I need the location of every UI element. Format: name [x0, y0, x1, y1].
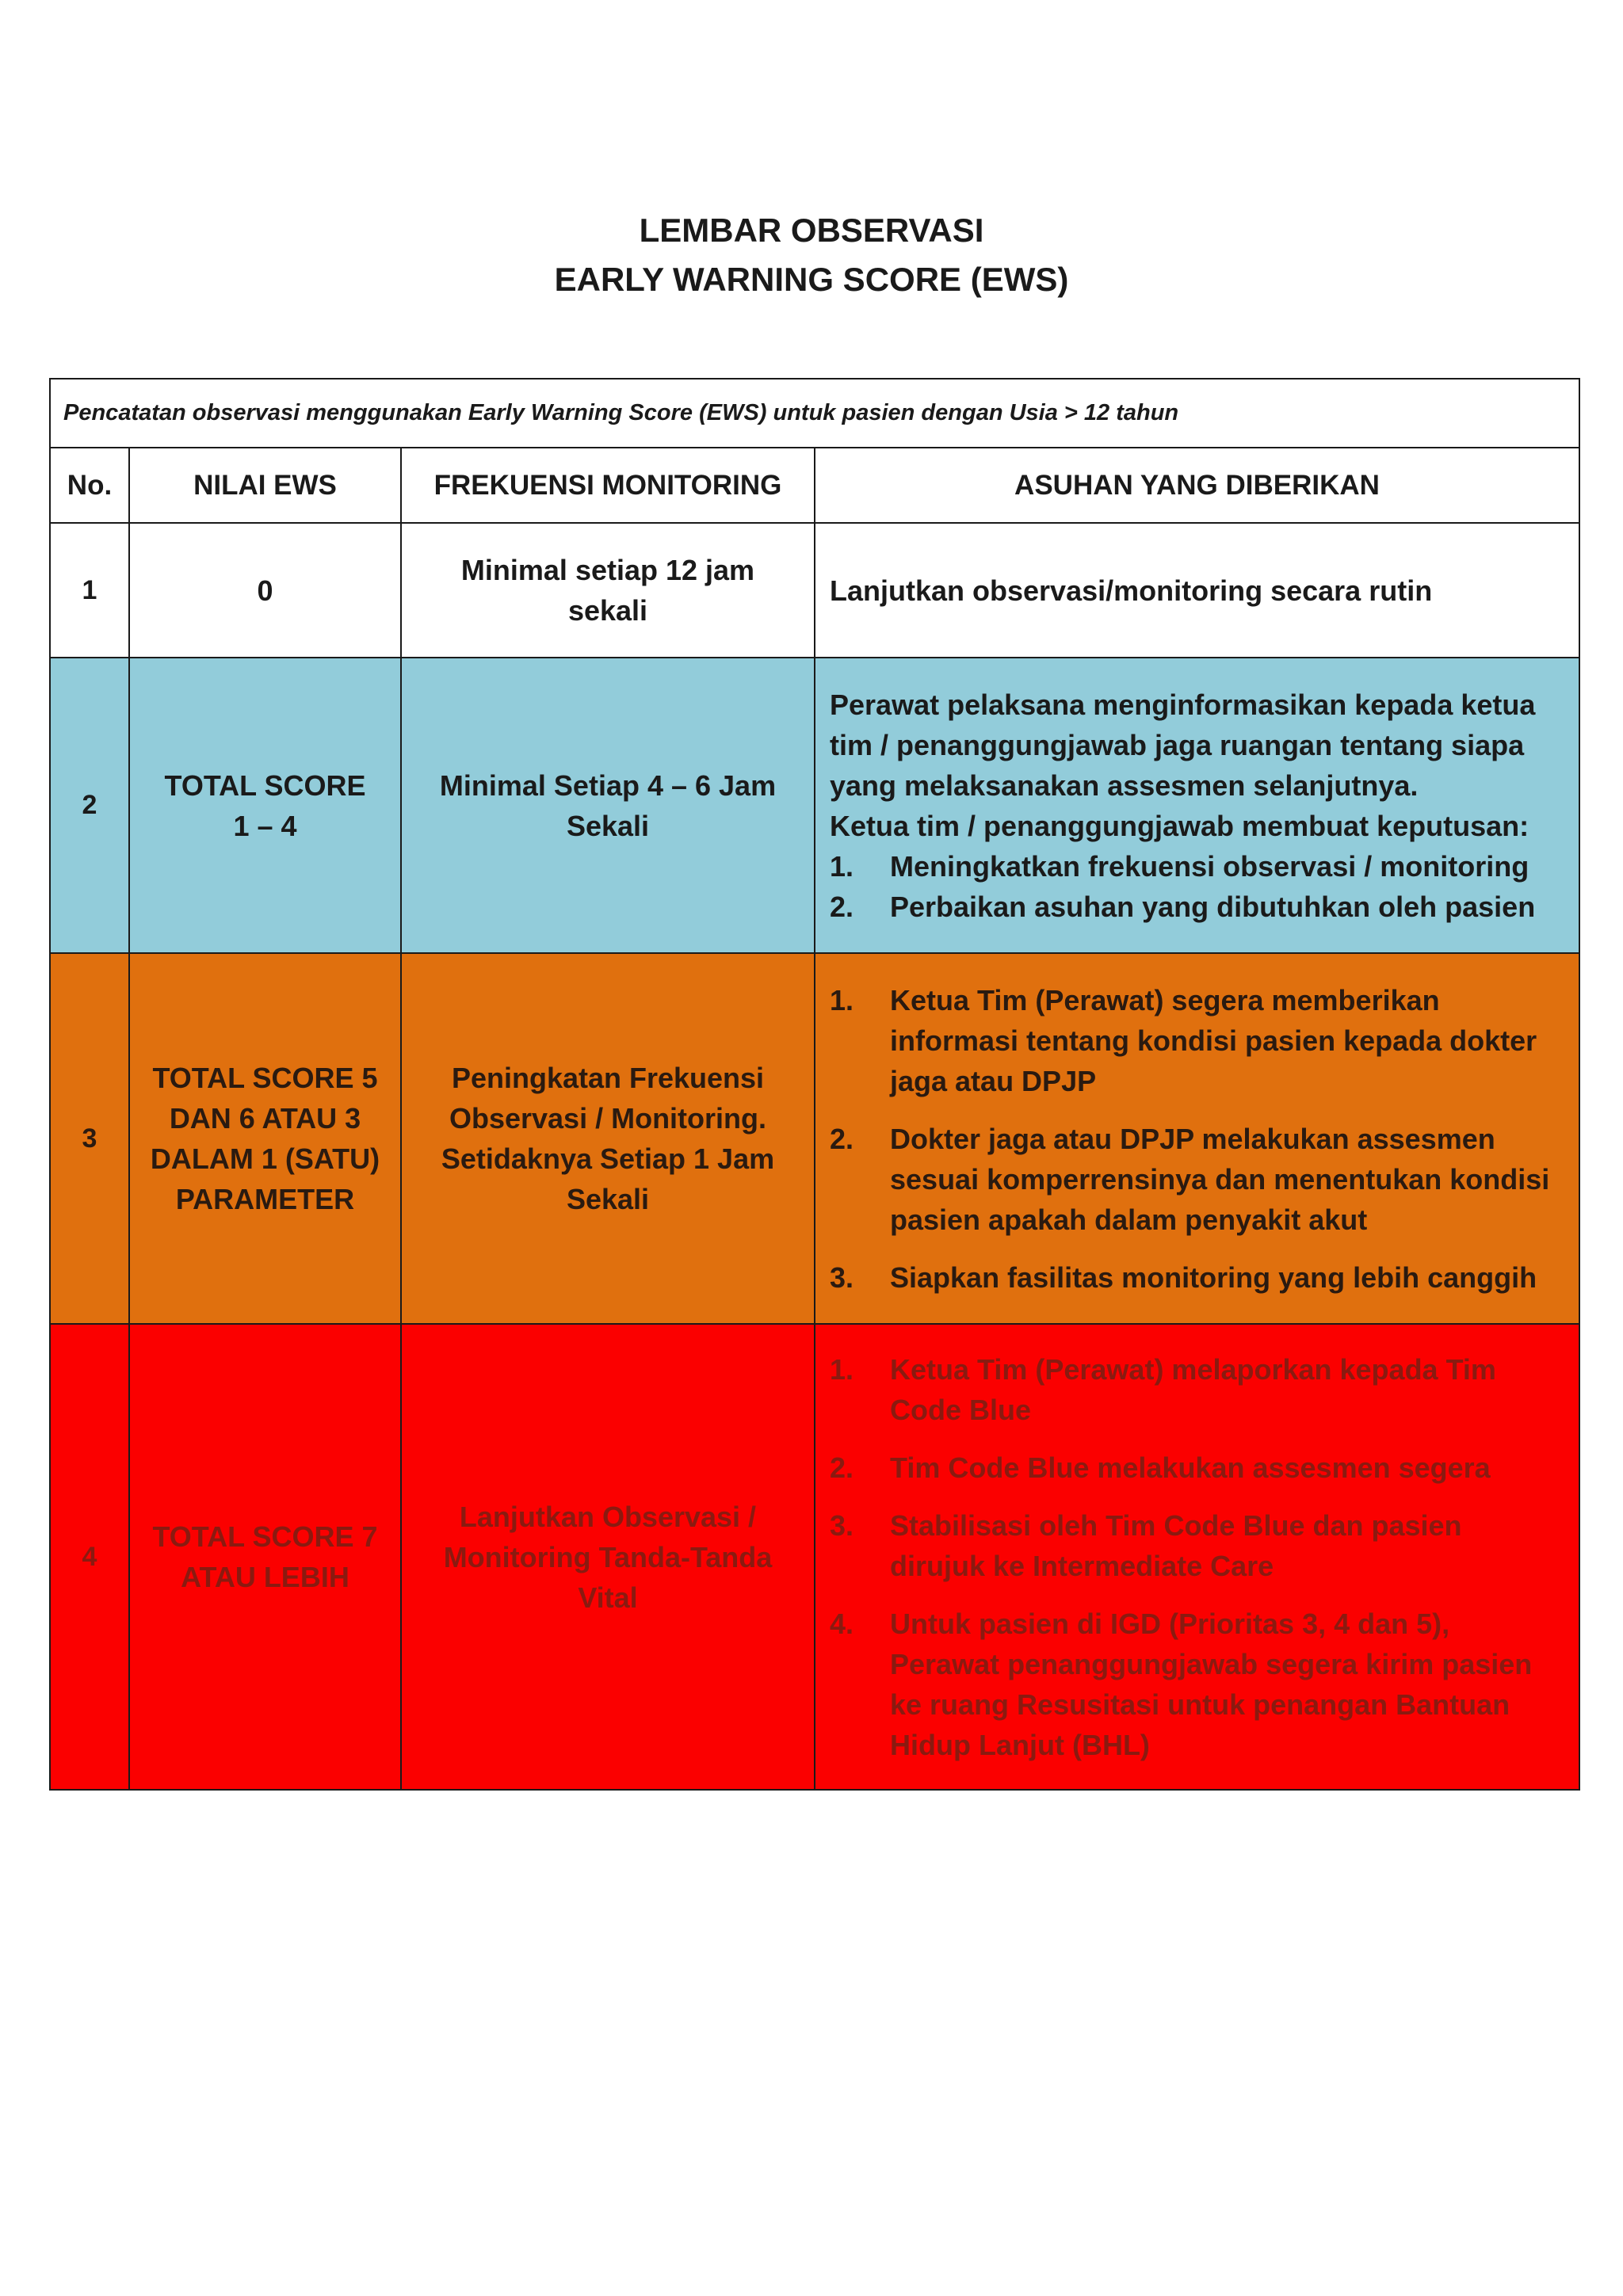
- header-nilai-ews: NILAI EWS: [129, 448, 401, 523]
- row-number: 4: [50, 1324, 129, 1790]
- asuhan: [815, 953, 1579, 1324]
- asuhan-lead: Ketua tim / penanggungjawab membuat keputusan:: [830, 809, 1529, 842]
- nilai-ews: [129, 658, 401, 953]
- header-row: [50, 448, 1579, 523]
- asuhan-list: [830, 846, 1564, 927]
- item-number: 2.: [830, 890, 854, 923]
- item-text: Siapkan fasilitas monitoring yang lebih canggih: [890, 1261, 1537, 1294]
- list-item: [830, 1119, 1564, 1240]
- list-item: [830, 1505, 1564, 1586]
- item-text: Meningkatkan frekuensi observasi / monitoring: [890, 849, 1529, 883]
- item-number: 1.: [830, 849, 854, 883]
- frekuensi-monitoring: Minimal Setiap 4 – 6 Jam Sekali: [401, 658, 815, 953]
- item-text: Untuk pasien di IGD (Prioritas 3, 4 dan 5), Perawat penanggungjawab segera kirim pasien ke ruang Resusitasi untuk penangan Bantuan Hidup Lanjut (BHL): [890, 1607, 1533, 1761]
- item-number: 3.: [830, 1261, 854, 1294]
- nilai-ews: 0: [129, 523, 401, 658]
- row-number: 2: [50, 658, 129, 953]
- table-row: [50, 523, 1579, 658]
- table-row: [50, 953, 1579, 1324]
- list-item: [830, 846, 1564, 887]
- header-no: No.: [50, 448, 129, 523]
- table-row: [50, 658, 1579, 953]
- table-note: Pencatatan observasi menggunakan Early Warning Score (EWS) untuk pasien dengan Usia > 12 tahun: [50, 379, 1579, 448]
- item-number: 1.: [830, 983, 854, 1016]
- nilai-ews: TOTAL SCORE 7 ATAU LEBIH: [129, 1324, 401, 1790]
- list-item: [830, 1349, 1564, 1430]
- asuhan: [815, 658, 1579, 953]
- frekuensi-monitoring: Lanjutkan Observasi / Monitoring Tanda-Tanda Vital: [401, 1324, 815, 1790]
- title-line-1: LEMBAR OBSERVASI: [639, 212, 984, 249]
- item-text: Ketua Tim (Perawat) melaporkan kepada Tim Code Blue: [890, 1352, 1496, 1426]
- item-text: Dokter jaga atau DPJP melakukan assesmen sesuai komperrensinya dan menentukan kondisi pasien apakah dalam penyakit akut: [890, 1122, 1550, 1236]
- list-item: [830, 980, 1564, 1101]
- nilai-ews-line-1: TOTAL SCORE: [164, 769, 366, 802]
- item-number: 2.: [830, 1122, 854, 1155]
- nilai-ews: TOTAL SCORE 5 DAN 6 ATAU 3 DALAM 1 (SATU) PARAMETER: [129, 953, 401, 1324]
- item-number: 3.: [830, 1508, 854, 1542]
- item-text: Stabilisasi oleh Tim Code Blue dan pasien dirujuk ke Intermediate Care: [890, 1508, 1462, 1582]
- list-item: [830, 1604, 1564, 1765]
- item-text: Ketua Tim (Perawat) segera memberikan informasi tentang kondisi pasien kepada dokter jaga atau DPJP: [890, 983, 1537, 1097]
- asuhan: [815, 1324, 1579, 1790]
- asuhan-intro: Perawat pelaksana menginformasikan kepada ketua tim / penanggungjawab jaga ruangan tentang siapa yang melaksanakan assesmen selanjutnya.: [830, 688, 1536, 802]
- asuhan: Lanjutkan observasi/monitoring secara rutin: [815, 523, 1579, 658]
- frekuensi-monitoring: Minimal setiap 12 jam sekali: [401, 523, 815, 658]
- item-number: 4.: [830, 1607, 854, 1640]
- list-item: [830, 887, 1564, 927]
- ews-table: [49, 378, 1580, 1791]
- note-row: [50, 379, 1579, 448]
- asuhan-list: [830, 1349, 1564, 1765]
- row-number: 1: [50, 523, 129, 658]
- header-asuhan: ASUHAN YANG DIBERIKAN: [815, 448, 1579, 523]
- header-frekuensi-monitoring: FREKUENSI MONITORING: [401, 448, 815, 523]
- item-text: Perbaikan asuhan yang dibutuhkan oleh pasien: [890, 890, 1536, 923]
- title-line-2: EARLY WARNING SCORE (EWS): [554, 261, 1069, 298]
- frekuensi-monitoring: Peningkatan Frekuensi Observasi / Monitoring. Setidaknya Setiap 1 Jam Sekali: [401, 953, 815, 1324]
- list-item: [830, 1447, 1564, 1488]
- item-text: Tim Code Blue melakukan assesmen segera: [890, 1451, 1491, 1484]
- item-number: 1.: [830, 1352, 854, 1386]
- table-row: [50, 1324, 1579, 1790]
- list-item: [830, 1257, 1564, 1298]
- asuhan-list: [830, 980, 1564, 1298]
- nilai-ews-line-2: 1 – 4: [233, 809, 297, 842]
- page-title: [0, 206, 1623, 304]
- item-number: 2.: [830, 1451, 854, 1484]
- row-number: 3: [50, 953, 129, 1324]
